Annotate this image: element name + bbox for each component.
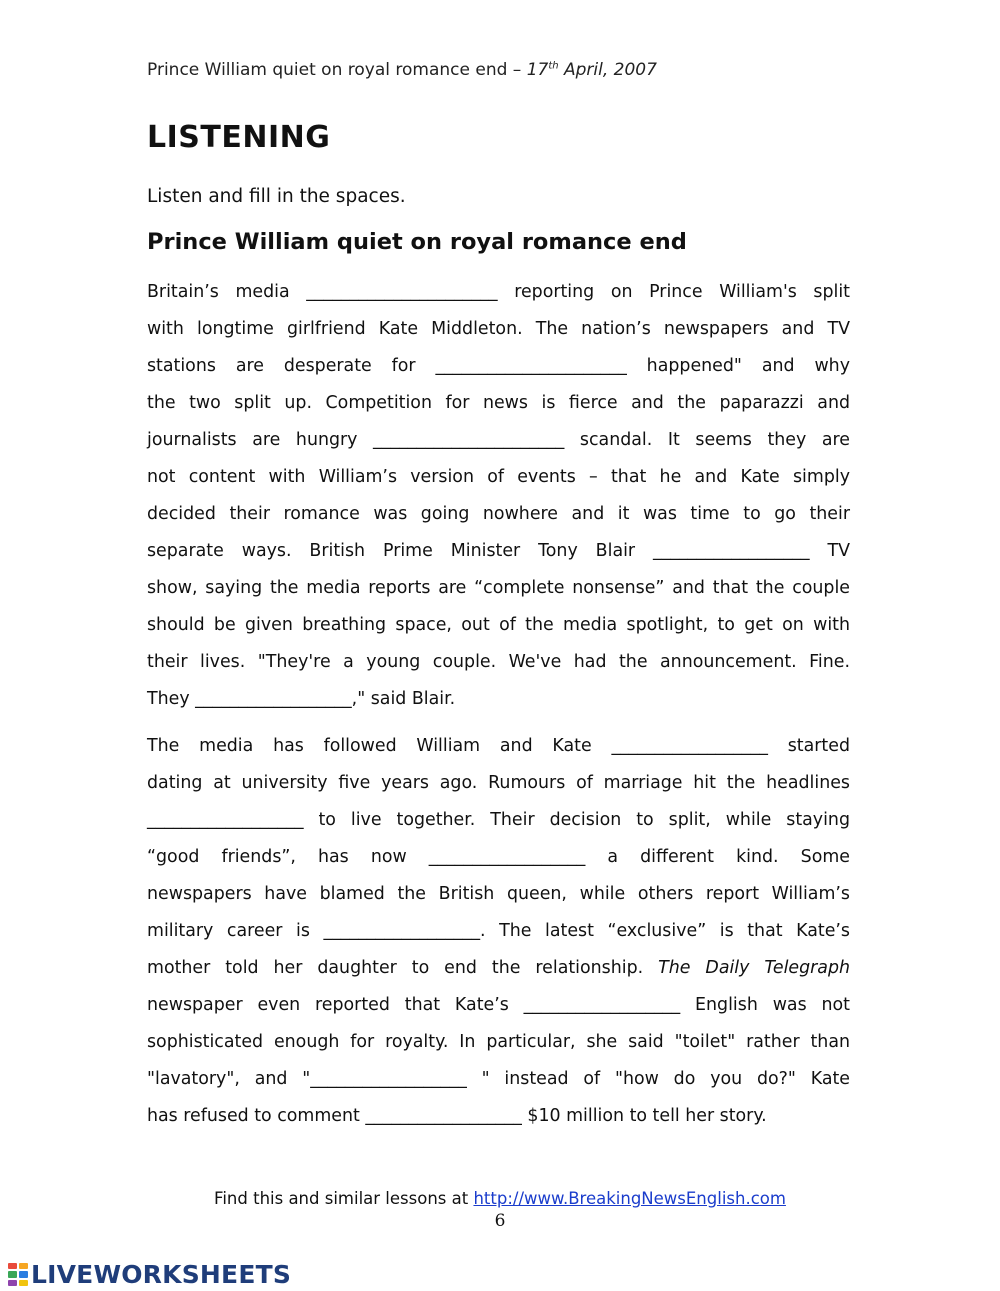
footer [0,1189,1000,1208]
text-line: not content with William’s version of events – that he and Kate simply [147,467,850,487]
logo-text: LIVEWORKSHEETS [31,1260,292,1289]
footer-text: Find this and similar lessons at [214,1189,474,1208]
text-line: dating at university five years ago. Rumours of marriage hit the headlines [147,773,850,793]
instruction-text: Listen and fill in the spaces. [147,186,406,207]
liveworksheets-logo[interactable] [8,1260,291,1289]
text-line: should be given breathing space, out of the media spotlight, to get on with [147,615,850,635]
header-separator: – [512,60,522,80]
page-title: LISTENING [147,120,331,155]
text-line: The media has followed William and Kate __________________ started [147,736,850,756]
text-line: sophisticated enough for royalty. In particular, she said "toilet" rather than [147,1032,850,1052]
logo-square [8,1271,17,1278]
text-line: newspaper even reported that Kate’s __________________ English was not [147,995,850,1015]
logo-square [19,1271,28,1278]
logo-square [19,1263,28,1270]
document-header [147,60,657,80]
text-line: show, saying the media reports are “complete nonsense” and that the couple [147,578,850,598]
text-line [147,950,850,987]
text-line: __________________ to live together. Their decision to split, while staying [147,810,850,830]
text-line: newspapers have blamed the British queen, while others report William’s [147,884,850,904]
logo-square [19,1280,28,1287]
logo-square [8,1263,17,1270]
article-title: Prince William quiet on royal romance end [147,229,687,255]
text-line: the two split up. Competition for news is fierce and the paparazzi and [147,393,850,413]
page-number: 6 [494,1211,506,1231]
header-date: 17th April, 2007 [526,60,657,80]
logo-mark-icon [8,1263,28,1287]
text-line: decided their romance was going nowhere and it was time to go their [147,504,850,524]
text-line: with longtime girlfriend Kate Middleton. The nation’s newspapers and TV [147,319,850,339]
text-line: “good friends”, has now __________________ a different kind. Some [147,847,850,867]
text-line: "lavatory", and "__________________ " instead of "how do you do?" Kate [147,1069,850,1089]
line-text: mother told her daughter to end the relationship. [147,958,659,978]
text-line: journalists are hungry ______________________ scandal. It seems they are [147,430,850,450]
text-line: their lives. "They're a young couple. We've had the announcement. Fine. [147,652,850,672]
text-line: military career is __________________. The latest “exclusive” is that Kate’s [147,921,850,941]
footer-link[interactable]: http://www.BreakingNewsEnglish.com [473,1189,786,1208]
article-paragraph-1 [147,274,850,718]
text-line: Britain’s media ______________________ reporting on Prince William's split [147,282,850,302]
header-title: Prince William quiet on royal romance end [147,60,508,80]
text-line: separate ways. British Prime Minister Tony Blair __________________ TV [147,541,850,561]
article-paragraph-2 [147,728,850,1135]
text-line: They __________________," said Blair. [147,689,456,709]
logo-square [8,1280,17,1287]
text-line: stations are desperate for ______________________ happened" and why [147,356,850,376]
text-line: has refused to comment __________________ $10 million to tell her story. [147,1106,767,1126]
newspaper-title: The Daily Telegraph [658,958,851,978]
